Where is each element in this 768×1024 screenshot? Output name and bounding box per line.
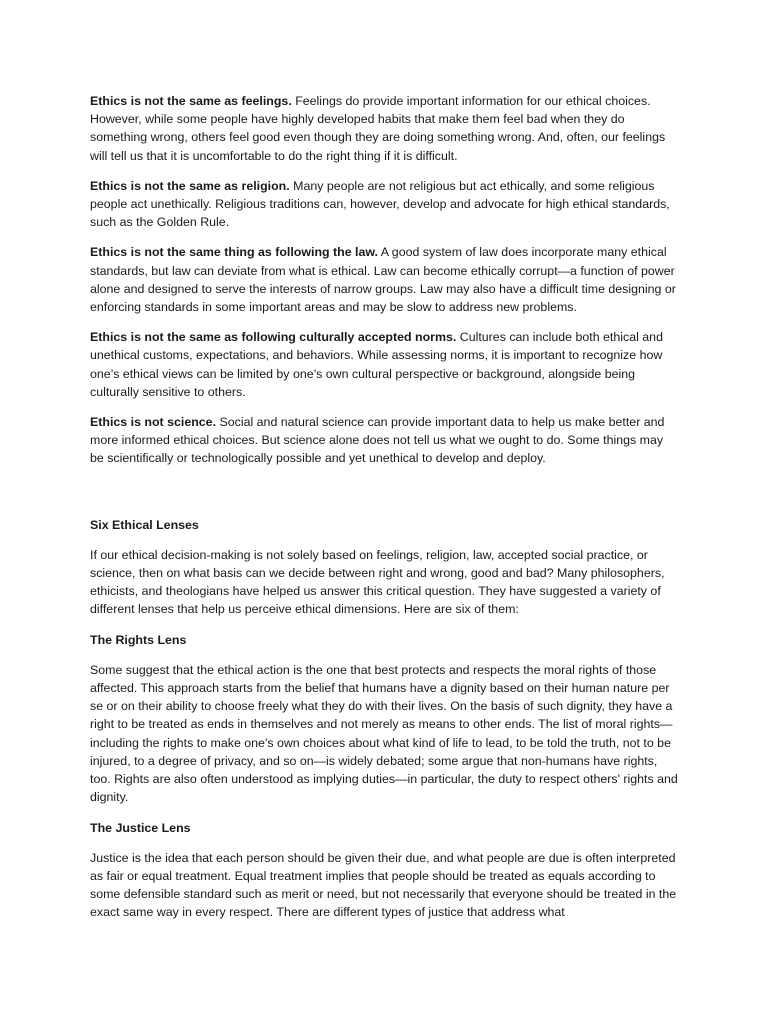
justice-lens-paragraph: Justice is the idea that each person should be given their due, and what people are due is often interpreted as fair or equal treatment. Equal treatment implies that people should be treated as equals according to some defensible standard such as merit or need, but not necessarily that everyone should be treated in the exact same way in every respect. There are different types of justice that address what (90, 850, 677, 920)
paragraph-text: Feelings do provide important information for our ethical choices. However, while some people have highly developed habits that make them feel bad when they do something wrong, others feel good even though they are doing something wrong. And, often, our feelings will tell us that it is uncomfortable to do the right thing if it is difficult. (90, 94, 666, 163)
section-heading: Six Ethical Lenses (90, 517, 199, 532)
paragraph-norms (90, 328, 680, 401)
paragraph-lead: Ethics is not the same as religion. (90, 178, 290, 193)
section-intro-paragraph: If our ethical decision-making is not solely based on feelings, religion, law, accepted social practice, or science, then on what basis can we decide between right and wrong, good and bad? Many philosophers, ethicists, and theologians have helped us answer this critical question. They have suggested a variety of different lenses that help us perceive ethical dimensions. Here are six of them: (90, 547, 665, 617)
document-page (90, 92, 680, 934)
rights-lens-paragraph: Some suggest that the ethical action is the one that best protects and respects the moral rights of those affected. This approach starts from the belief that humans have a dignity based on their human nature per se or on their ability to choose freely what they do with their lives. On the basis of such dignity, they have a right to be treated as ends in themselves and not merely as means to other ends. The list of moral rights—including the rights to make one's own choices about what kind of life to lead, to be told the truth, not to be injured, to a degree of privacy, and so on—is widely debated; some argue that non-humans have rights, too. Rights are also often understood as implying duties—in particular, the duty to respect others' rights and dignity. (90, 662, 678, 805)
paragraph-text: Cultures can include both ethical and unethical customs, expectations, and behaviors. While assessing norms, it is important to recognize how one’s ethical views can be limited by one’s own cultural perspective or background, alongside being culturally sensitive to others. (90, 330, 663, 399)
paragraph-law (90, 243, 680, 316)
paragraph-lead: Ethics is not the same as feelings. (90, 94, 292, 108)
paragraph-text: Many people are not religious but act ethically, and some religious people act unethically. Religious traditions can, however, develop and advocate for high ethical standards, such as the Golden Rule. (90, 178, 670, 230)
paragraph-text: A good system of law does incorporate many ethical standards, but law can deviate from what is ethical. Law can become ethically corrupt—a function of power alone and designed to serve the interests of narrow groups. Law may also have a difficult time designing or enforcing standards in some important areas and may be slow to address new problems. (90, 245, 676, 315)
section-spacer (90, 480, 680, 516)
paragraph-religion (90, 177, 680, 232)
rights-lens-heading: The Rights Lens (90, 632, 187, 647)
paragraph-science (90, 413, 680, 468)
justice-lens-heading: The Justice Lens (90, 820, 191, 835)
paragraph-text: Social and natural science can provide important data to help us make better and more informed ethical choices. But science alone does not tell us what we ought to do. Some things may be scientifically or technologically possible and yet unethical to develop and deploy. (90, 415, 665, 466)
paragraph-lead: Ethics is not science. (90, 415, 217, 430)
paragraph-lead: Ethics is not the same as following culturally accepted norms. (90, 330, 457, 345)
paragraph-lead: Ethics is not the same thing as following the law. (90, 245, 379, 260)
paragraph-feelings (90, 92, 680, 165)
